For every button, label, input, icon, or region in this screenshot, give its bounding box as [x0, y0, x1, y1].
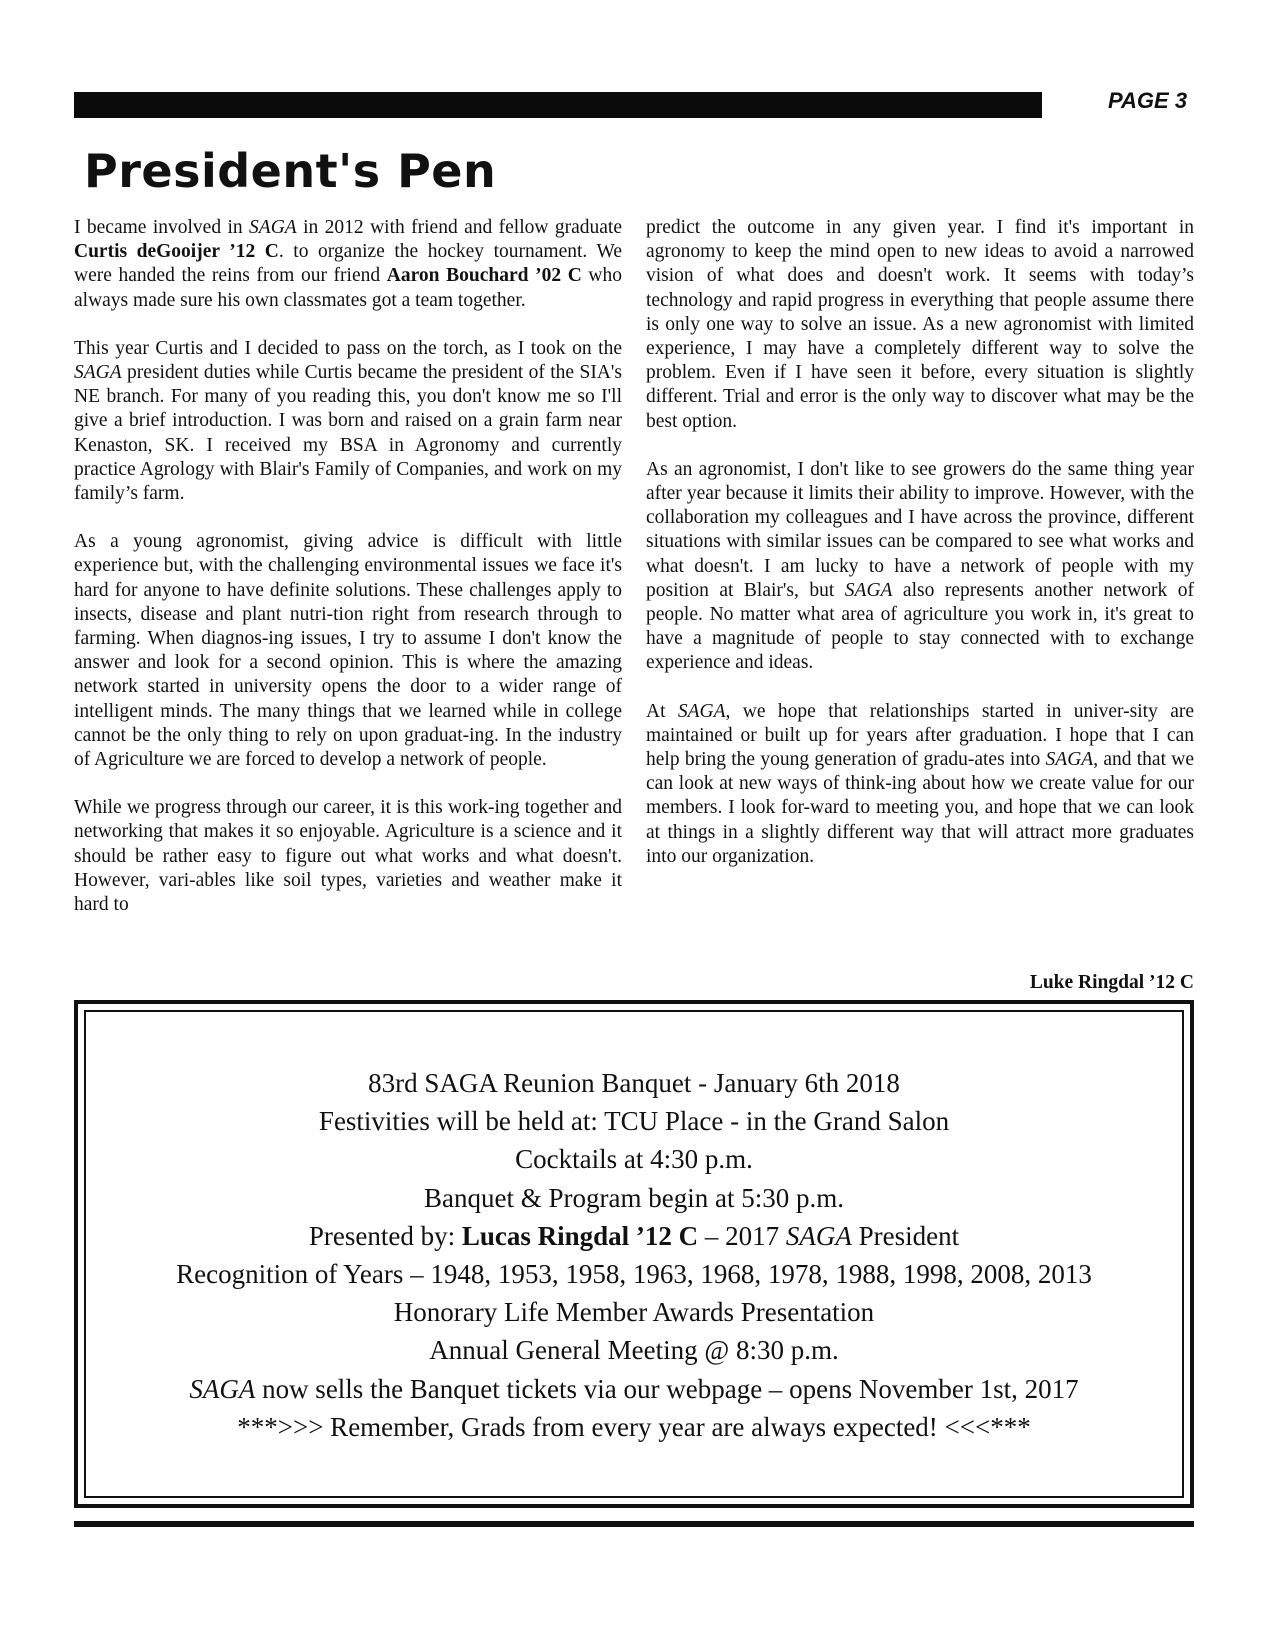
text-run: While we progress through our career, it is this work-ing together and networking that makes it so enjoyable. Agriculture is a science and it should be rather easy to figure out what works and what doesn't. However, vari-ables like soil types, varieties and weather make it hard to — [74, 797, 622, 916]
text-run: Banquet & Program begin at 5:30 p.m. — [424, 1182, 844, 1213]
text-run: who always made sure his own classmates got a team together. — [74, 265, 622, 311]
text-run: I became involved in — [74, 217, 250, 238]
text-run: Annual General Meeting @ 8:30 p.m. — [429, 1335, 839, 1366]
italic-text: SAGA — [844, 579, 893, 601]
text-run: Honorary Life Member Awards Presentation — [393, 1297, 875, 1328]
italic-text: SAGA — [249, 217, 297, 238]
text-run: Recognition of Years – 1948, 1953, 1958, 1963, 1968, 1978, 1988, 1998, 2008, 2013 — [176, 1259, 1092, 1290]
banquet-announcement-box — [74, 1000, 1194, 1508]
paragraph — [74, 337, 622, 506]
text-run: president duties while Curtis became the president of the SIA's NE branch. For many of you reading this, you don't know me so I'll give a brief introduction. I was born and raised on a grain farm near Kenaston, SK. I received my BSA in Agronomy and currently practice Agrology with Blair's Family of Companies, and work on my family’s farm. — [74, 362, 622, 505]
bold-text: Curtis deGooijer ’12 C — [74, 241, 279, 263]
text-run: in 2012 with friend and fellow graduate — [296, 217, 622, 238]
text-run: , and that we can look at new ways of think-ing about how we create value for our members. I look for-ward to meeting you, and hope that we can look at things in a slightly different way that will attract more graduates into our organization. — [646, 749, 1194, 867]
italic-text: SAGA — [677, 700, 726, 722]
paragraph — [646, 458, 1194, 676]
article-left-column — [74, 216, 622, 941]
article-right-column — [646, 216, 1194, 893]
italic-text: SAGA — [785, 1220, 852, 1251]
paragraph — [646, 700, 1194, 869]
paragraph — [74, 530, 622, 772]
text-run: At — [646, 700, 678, 722]
italic-text: SAGA — [189, 1373, 256, 1404]
text-run: Cocktails at 4:30 p.m. — [515, 1144, 753, 1175]
text-run: ***>>> Remember, Grads from every year are always expected! <<<*** — [237, 1411, 1031, 1442]
text-run: As a young agronomist, giving advice is difficult with little experience but, with the challenging environmental issues we face it's hard for anyone to have definite solutions. These challenges apply to insects, disease and plant nutri-tion right from research through to farming. When diagnos-ing issues, I try to assume I don't know the answer and look for a second opinion. This is where the amazing network started in university opens the door to a wider range of intelligent minds. The many things that we learned while in college cannot be the only thing to rely on upon graduat-ing. In the industry of Agriculture we are forced to develop a network of people. — [74, 531, 622, 771]
announcement-line — [78, 1370, 1190, 1408]
text-run: 83rd SAGA Reunion Banquet - January 6th 2018 — [368, 1068, 900, 1098]
text-run: now sells the Banquet tickets via our webpage – opens November 1st, 2017 — [255, 1373, 1079, 1404]
announcement-line — [78, 1179, 1190, 1217]
page-number: PAGE 3 — [1108, 88, 1188, 113]
text-run: predict the outcome in any given year. I find it's important in agronomy to keep the mind open to new ideas to avoid a narrowed vision of what does and doesn't work. It seems with today’s technology and rapid progress in everything that people assume there is only one way to solve an issue. As a new agronomist with limited experience, I may have a completely different way to solve the problem. Even if I have seen it before, every situation is slightly different. Trial and error is the only way to discover what may be the best option. — [646, 217, 1194, 432]
article-title: President's Pen — [84, 144, 497, 198]
italic-text: SAGA — [74, 362, 122, 384]
bold-text: Lucas Ringdal ’12 C — [461, 1220, 699, 1251]
announcement-line — [78, 1217, 1190, 1255]
text-run: Presented by: — [308, 1220, 462, 1251]
header-rule — [74, 92, 1042, 118]
announcement-line — [78, 1102, 1190, 1140]
announcement-lines — [78, 1064, 1190, 1446]
announcement-line — [78, 1140, 1190, 1178]
paragraph — [74, 216, 622, 313]
announcement-line — [78, 1255, 1190, 1293]
announcement-line — [78, 1408, 1190, 1446]
paragraph — [646, 216, 1194, 434]
announcement-line — [78, 1064, 1190, 1102]
text-run: President — [851, 1220, 960, 1251]
announcement-line — [78, 1293, 1190, 1331]
text-run: As an agronomist, I don't like to see growers do the same thing year after year because it limits their ability to improve. However, with the collaboration my colleagues and I have across the province, different situations with similar issues can be compared to see what works and what doesn't. I am lucky to have a network of people with my position at Blair's, but — [646, 458, 1194, 601]
paragraph — [74, 796, 622, 917]
text-run: also represents another network of people. No matter what area of agriculture you work in, it's great to have a magnitude of people to stay connected with to exchange experience and ideas. — [646, 579, 1194, 674]
text-run: – 2017 — [698, 1220, 786, 1251]
text-run: This year Curtis and I decided to pass on the torch, as I took on the — [74, 337, 622, 359]
author-signature: Luke Ringdal ’12 C — [1029, 972, 1194, 993]
text-run: Festivities will be held at: TCU Place - in the Grand Salon — [318, 1106, 950, 1137]
bold-text: Aaron Bouchard ’02 C — [386, 265, 582, 287]
text-run: , we hope that relationships started in univer-sity are maintained or built up for years after graduation. I hope that I can help bring the young generation of gradu-ates into — [646, 700, 1195, 771]
text-run: . to organize the hockey tournament. We were handed the reins from our friend — [74, 241, 622, 287]
footer-rule — [74, 1521, 1194, 1527]
announcement-line — [78, 1331, 1190, 1369]
italic-text: SAGA — [1045, 749, 1094, 771]
